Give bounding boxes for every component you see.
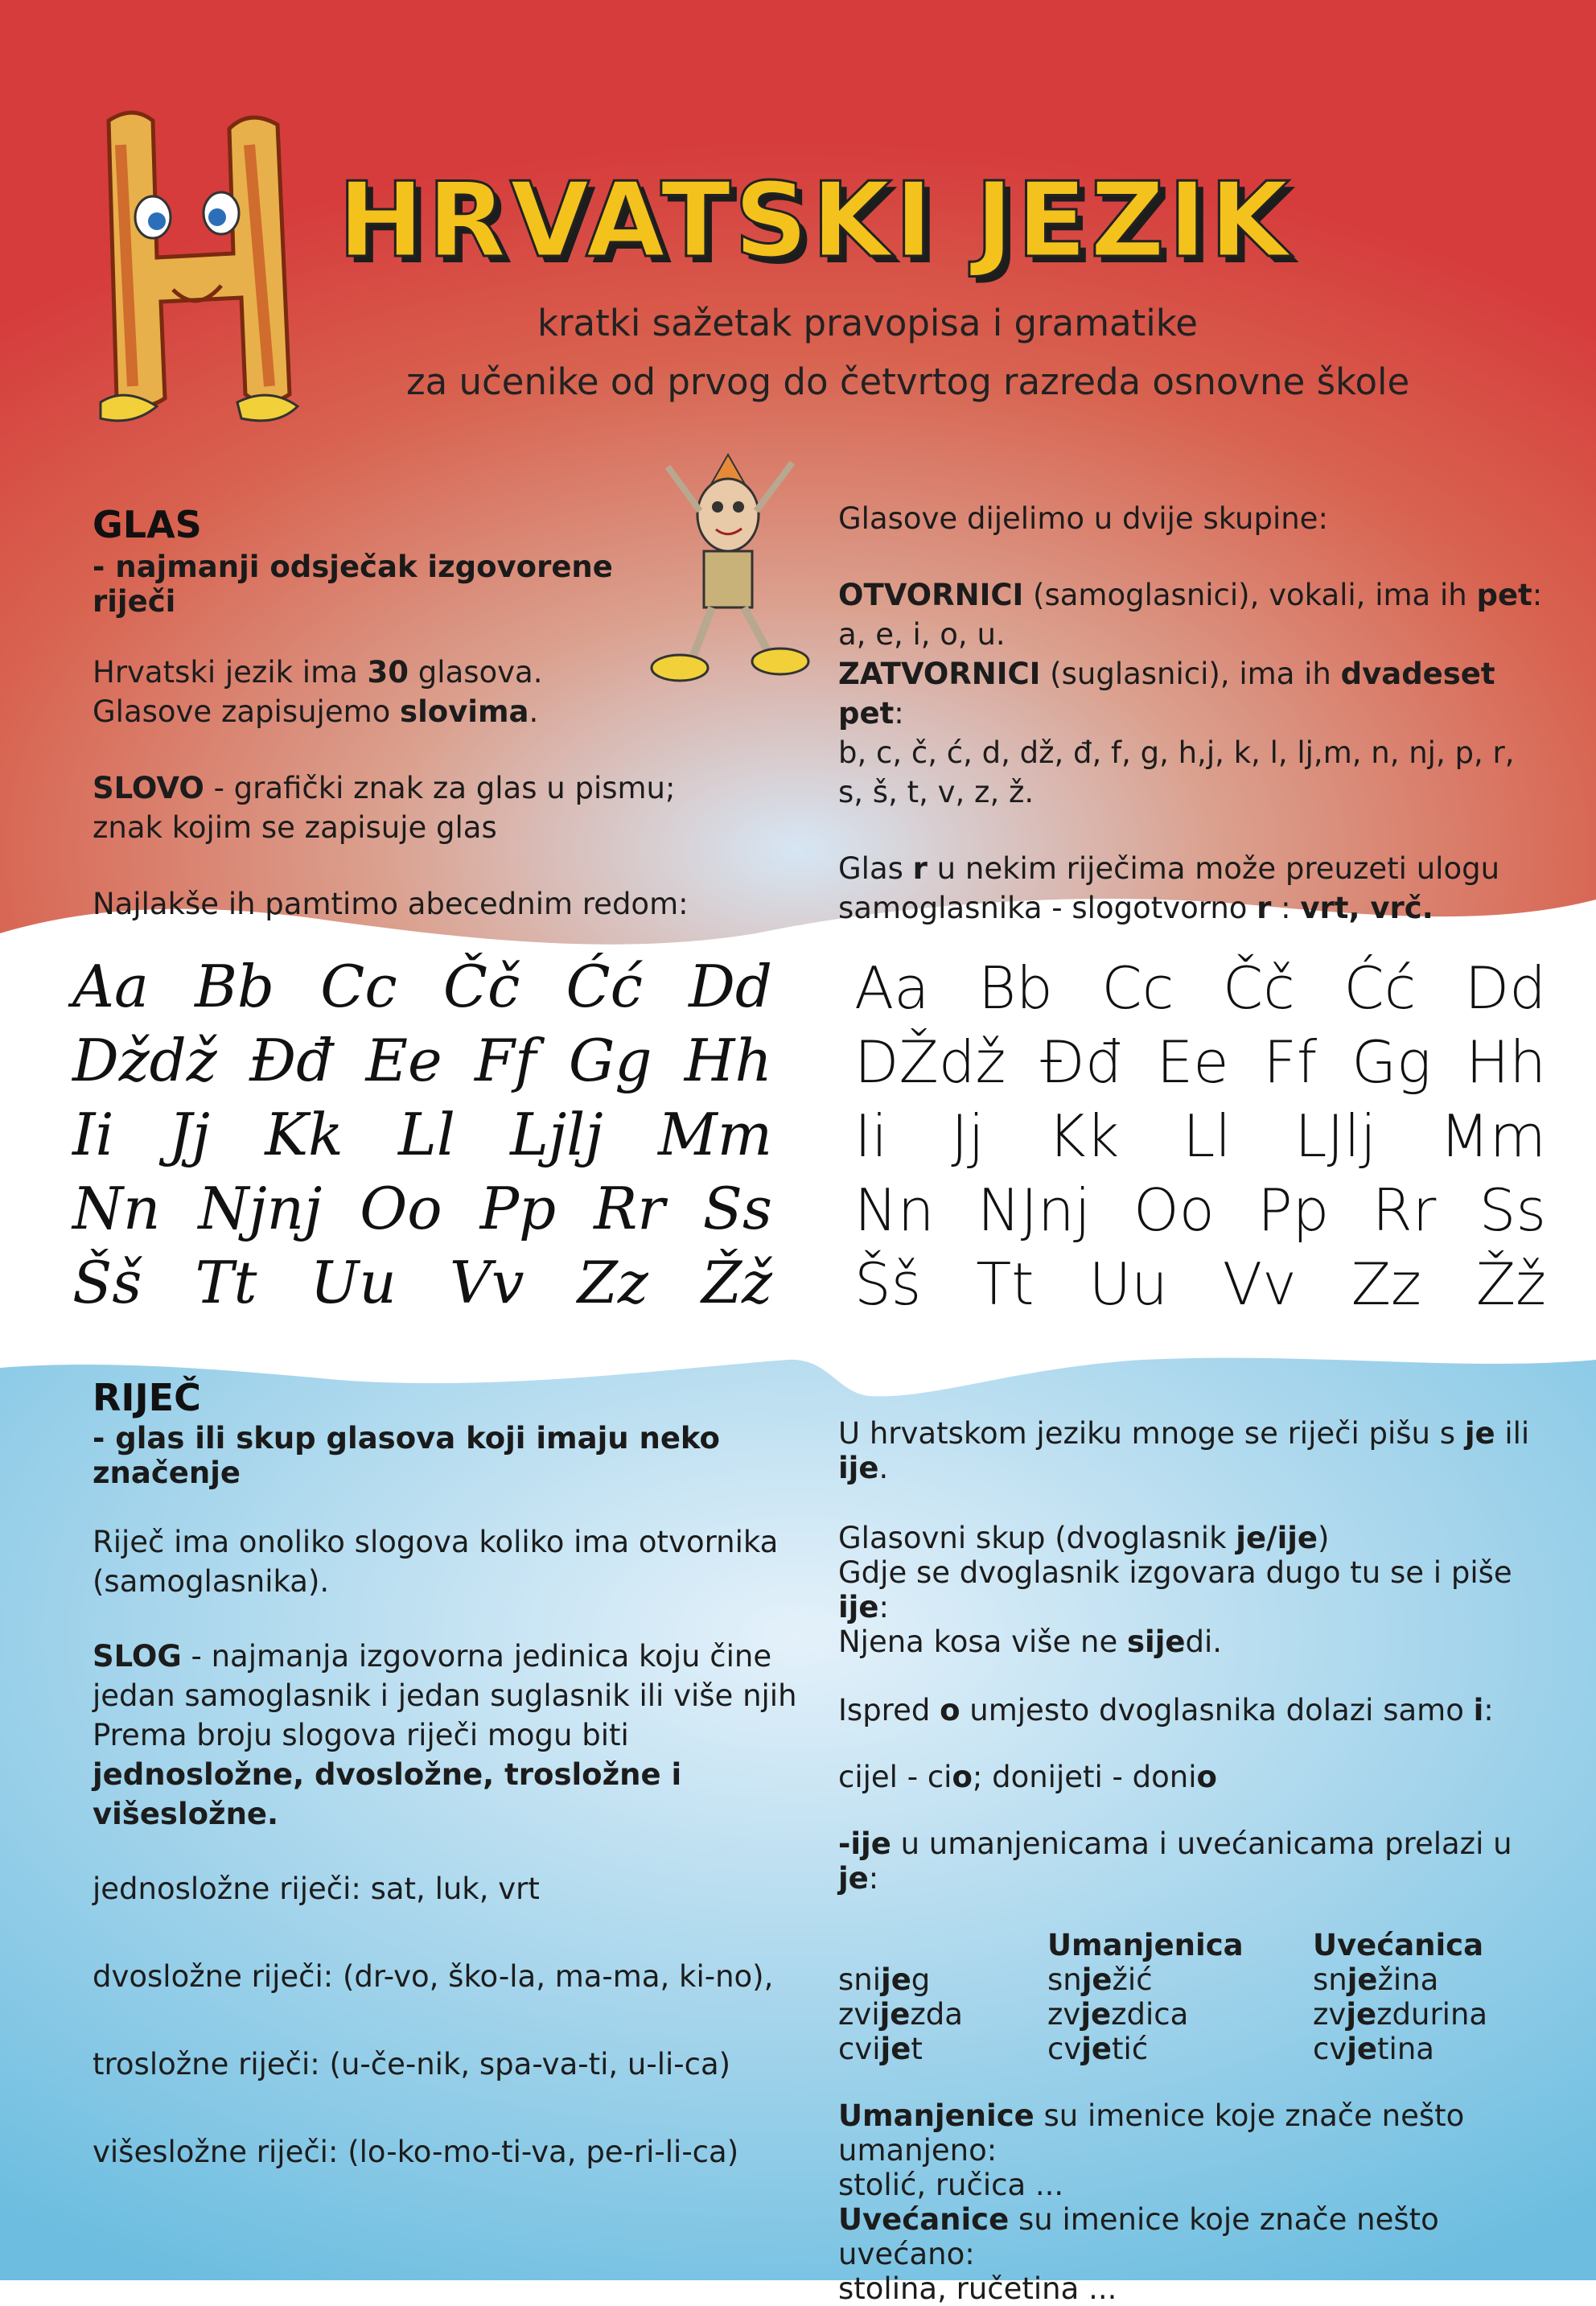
table-header-row (838, 1928, 1487, 1962)
print-letter-pair: Ee (1156, 1028, 1229, 1096)
rijec-heading: RIJEČ (93, 1376, 201, 1419)
subtitle-line-2: za učenike od prvog do četvrtog razreda osnovne škole (406, 360, 1410, 403)
cursive-row (72, 1097, 772, 1172)
table-cell: cvjetić (1047, 2032, 1149, 2066)
print-letter-pair: Šš (854, 1250, 922, 1318)
print-letter-pair: Mm (1439, 1102, 1546, 1170)
glas-section (93, 503, 704, 924)
print-letter-pair: Zz (1351, 1250, 1421, 1318)
example-jednoslozne: jednosložne riječi: sat, luk, vrt (93, 1872, 540, 1906)
glas-paragraph-1: Hrvatski jezik ima 30 glasova. Glasove zapisujemo slovima. (93, 655, 543, 729)
table-cell: zvijezda (838, 1997, 963, 2032)
table-row (838, 2032, 1487, 2066)
table-cell: cvijet (838, 2032, 923, 2066)
cursive-letter-pair: Gg (568, 1027, 652, 1094)
rijec-section (93, 1376, 817, 2172)
print-letter-pair: Aa (854, 954, 930, 1022)
letter-h-mascot-icon (76, 97, 318, 434)
print-row (854, 1099, 1546, 1173)
slog-definition: SLOG - najmanja izgovorna jedinica koju čine jedan samoglasnik i jedan suglasnik ili više njih Prema broju slogova riječi mogu biti jednosložne, dvosložne, trosložne i višesložne. (93, 1639, 797, 1831)
cursive-row (72, 1172, 772, 1246)
print-letter-pair: Oo (1133, 1176, 1215, 1244)
table-cell: zvjezdica (1047, 1997, 1189, 2032)
rijec-paragraph-1: Riječ ima onoliko slogova koliko ima otvornika (samoglasnika). (93, 1525, 779, 1599)
print-letter-pair: Đđ (1040, 1028, 1122, 1096)
cursive-letter-pair: Rr (594, 1175, 665, 1242)
slovo-definition: SLOVO - grafički znak za glas u pismu; znak kojim se zapisuje glas (93, 771, 676, 845)
print-letter-pair: Ii (854, 1102, 888, 1170)
example-dvoslozne: dvosložne riječi: (dr-vo, ško-la, ma-ma, ki-no), (93, 1959, 774, 1994)
print-letter-pair: Ćć (1343, 954, 1417, 1022)
cursive-letter-pair: Ll (398, 1101, 455, 1168)
cursive-letter-pair: Tt (195, 1249, 257, 1316)
subtitle-line-1: kratki sažetak pravopisa i gramatike (537, 302, 1198, 344)
cursive-letter-pair: Njnj (198, 1175, 323, 1242)
cursive-letter-pair: Ljlj (510, 1101, 603, 1168)
cursive-row (72, 1246, 772, 1320)
print-letter-pair: Nn (854, 1176, 935, 1244)
ispred-o-rule: Ispred o umjesto dvoglasnika dolazi samo i: (838, 1693, 1494, 1727)
table-header-umanjenica: Umanjenica (1047, 1928, 1244, 1962)
print-row (854, 951, 1546, 1025)
cursive-letter-pair: Nn (72, 1175, 161, 1242)
umanjenice-rule: -ije u umanjenicama i uvećanicama prelazi u je: (838, 1826, 1512, 1896)
cursive-letter-pair: Ii (72, 1101, 114, 1168)
example-troslozne: trosložne riječi: (u-če-nik, spa-va-ti, u-li-ca) (93, 2047, 731, 2082)
zatvornici-definition: ZATVORNICI (suglasnici), ima ih dvadeset pet: b, c, č, ć, d, dž, đ, f, g, h,j, k, l, lj,m, n, nj, p, r, s, š, t, v, z, ž. (838, 657, 1515, 809)
print-alphabet (854, 951, 1546, 1321)
table-cell: snijeg (838, 1962, 931, 1997)
print-letter-pair: Kk (1047, 1102, 1120, 1170)
example-viseslozne: višesložne riječi: (lo-ko-mo-ti-va, pe-ri-li-ca) (93, 2135, 739, 2169)
print-row (854, 1173, 1546, 1247)
cursive-letter-pair: Hh (684, 1027, 772, 1094)
cursive-alphabet (72, 949, 772, 1320)
ispred-o-examples: cijel - cio; donijeti - donio (838, 1760, 1217, 1794)
print-letter-pair: Bb (977, 954, 1053, 1022)
print-letter-pair: Cc (1101, 954, 1174, 1022)
print-letter-pair: Gg (1351, 1028, 1432, 1096)
je-ije-intro: U hrvatskom jeziku mnoge se riječi pišu s je ili ije. (838, 1416, 1530, 1485)
umanjenice-definition: Umanjenice su imenice koje znače nešto umanjeno: stolić, ručica ... (838, 2098, 1465, 2202)
cursive-letter-pair: Dd (689, 953, 772, 1020)
print-letter-pair: Rr (1372, 1176, 1437, 1244)
table-cell: snježina (1313, 1962, 1439, 1997)
page-title: HRVATSKI JEZIK (338, 161, 1293, 281)
cursive-letter-pair: Ćć (566, 953, 643, 1020)
rijec-definition: - glas ili skup glasova koji imaju neko značenje (93, 1421, 720, 1490)
cursive-letter-pair: Aa (72, 953, 149, 1020)
print-letter-pair: Dd (1464, 954, 1546, 1022)
table-cell: cvjetina (1313, 2032, 1434, 2066)
cursive-letter-pair: Dždž (72, 1027, 217, 1094)
table-cell: zvjezdurina (1313, 1997, 1488, 2032)
cursive-letter-pair: Šš (72, 1249, 142, 1316)
cursive-letter-pair: Žž (701, 1249, 772, 1316)
glas-definition: - najmanji odsječak izgovorene riječi (93, 550, 613, 619)
cursive-letter-pair: Oo (360, 1175, 442, 1242)
cursive-letter-pair: Mm (657, 1101, 772, 1168)
cursive-row (72, 1023, 772, 1097)
print-letter-pair: Ss (1479, 1176, 1546, 1244)
slogotvorno-r-note: Glas r u nekim riječima može preuzeti ulogu samoglasnika - slogotvorno r : vrt, vrč. (838, 851, 1500, 925)
glas-heading: GLAS (93, 503, 202, 546)
table-header-uvecanica: Uvećanica (1313, 1928, 1484, 1962)
cursive-letter-pair: Ee (365, 1027, 442, 1094)
cursive-letter-pair: Kk (265, 1101, 343, 1168)
table-header-empty (838, 1928, 1047, 1962)
cursive-letter-pair: Ff (474, 1027, 537, 1094)
print-row (854, 1025, 1546, 1099)
print-letter-pair: Ff (1263, 1028, 1318, 1096)
cursive-letter-pair: Pp (479, 1175, 557, 1242)
cursive-letter-pair: Uu (310, 1249, 397, 1316)
cursive-letter-pair: Cc (320, 953, 397, 1020)
print-letter-pair: Žž (1475, 1250, 1546, 1318)
print-letter-pair: Vv (1222, 1250, 1297, 1318)
uvecanice-definition: Uvećanice su imenice koje znače nešto uvećano: stolina, ručetina ... (838, 2202, 1439, 2306)
print-letter-pair: NJnj (977, 1176, 1091, 1244)
print-row (854, 1247, 1546, 1321)
dvoglasnik-definition: Glasovni skup (dvoglasnik je/ije) Gdje se dvoglasnik izgovara dugo tu se i piše ije: Njena kosa više ne sijedi. (838, 1521, 1512, 1659)
print-letter-pair: Uu (1088, 1250, 1168, 1318)
table-row (838, 1962, 1487, 1997)
table-row (838, 1997, 1487, 2032)
print-letter-pair: LJlj (1294, 1102, 1376, 1170)
print-letter-pair: Tt (976, 1250, 1035, 1318)
cursive-letter-pair: Vv (449, 1249, 524, 1316)
cursive-letter-pair: Bb (195, 953, 275, 1020)
glas-groups-section (838, 499, 1546, 928)
cursive-letter-pair: Jj (168, 1101, 210, 1168)
print-letter-pair: Pp (1257, 1176, 1330, 1244)
cursive-letter-pair: Ss (702, 1175, 772, 1242)
print-letter-pair: Hh (1466, 1028, 1546, 1096)
print-letter-pair: Jj (951, 1102, 985, 1170)
cursive-letter-pair: Zz (577, 1249, 648, 1316)
groups-intro: Glasove dijelimo u dvije skupine: (838, 501, 1328, 536)
diminutive-table (838, 1928, 1487, 2066)
cursive-letter-pair: Čč (442, 953, 520, 1020)
table-cell: snježić (1047, 1962, 1153, 1997)
cursive-letter-pair: Đđ (249, 1027, 334, 1094)
je-ije-section (838, 1416, 1546, 2306)
print-letter-pair: Čč (1222, 954, 1295, 1022)
alphabet-intro: Najlakše ih pamtimo abecednim redom: (93, 887, 689, 921)
cursive-row (72, 949, 772, 1023)
print-letter-pair: Ll (1183, 1102, 1232, 1170)
print-letter-pair: DŽdž (854, 1028, 1006, 1096)
otvornici-definition: OTVORNICI (samoglasnici), vokali, ima ih pet: a, e, i, o, u. (838, 578, 1543, 652)
